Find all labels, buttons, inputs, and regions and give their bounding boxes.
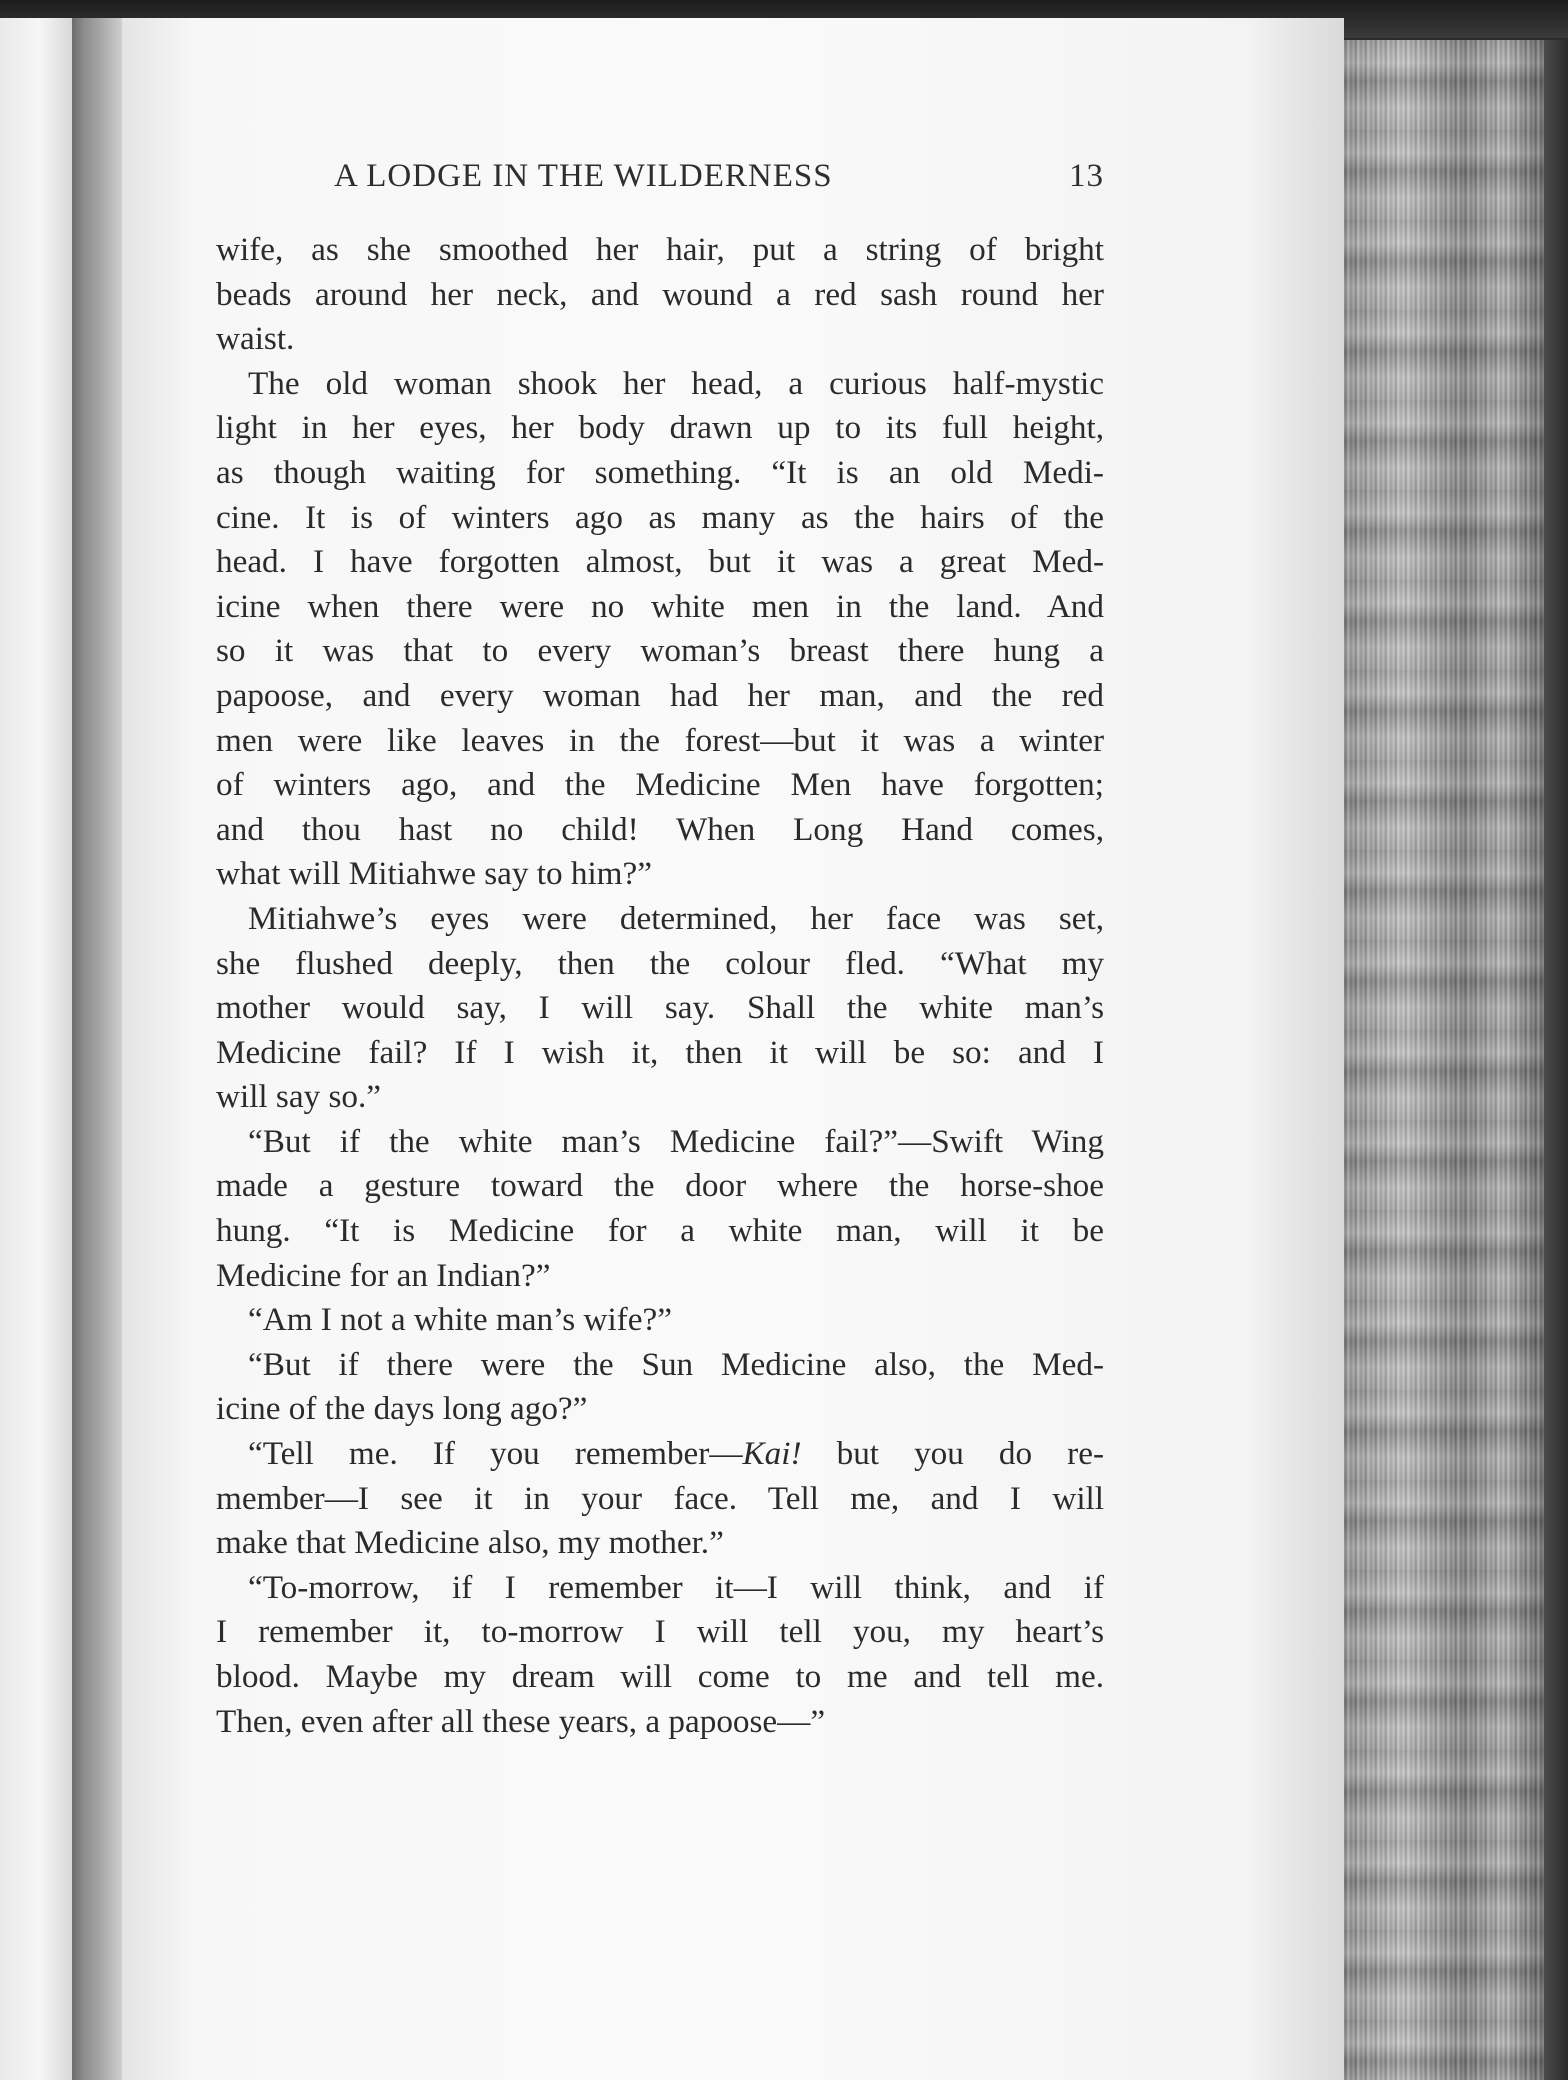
text-line: as though waiting for something. “It is an old Medi- — [216, 453, 1104, 491]
text-line: hung. “It is Medicine for a white man, will it be — [216, 1212, 1104, 1250]
text-line: of winters ago, and the Medicine Men have forgotten; — [216, 766, 1104, 804]
text-line: Medicine for an Indian?” — [216, 1256, 551, 1294]
text-line: “But if the white man’s Medicine fail?”—Swift Wing — [248, 1122, 1104, 1160]
italic-word: Kai! — [742, 1435, 802, 1473]
text-line: papoose, and every woman had her man, and the red — [216, 676, 1104, 714]
text-line: wife, as she smoothed her hair, put a string of bright — [216, 231, 1104, 268]
text-line: what will Mitiahwe say to him?” — [216, 855, 652, 893]
text-line: member—I see it in your face. Tell me, and I will — [216, 1479, 1104, 1517]
text-line: she flushed deeply, then the colour fled. “What my — [216, 944, 1104, 982]
facing-page-edge — [0, 18, 72, 2080]
text-line: beads around her neck, and wound a red sash round her — [216, 275, 1104, 313]
text-line: so it was that to every woman’s breast there hung a — [216, 632, 1104, 670]
text-line: light in her eyes, her body drawn up to its full height, — [216, 409, 1104, 447]
text-line: The old woman shook her head, a curious half-mystic — [248, 364, 1104, 402]
text-line: men were like leaves in the forest—but it was a winter — [216, 721, 1104, 759]
text-line: “Tell me. If you remember—Kai! but you do re- — [248, 1435, 1104, 1473]
text-line: Medicine fail? If I wish it, then it will be so: and I — [216, 1033, 1104, 1071]
text-line: and thou hast no child! When Long Hand comes, — [216, 810, 1104, 848]
text-line: made a gesture toward the door where the horse-shoe — [216, 1167, 1104, 1205]
book-gutter — [72, 18, 122, 2080]
text-line: “Am I not a white man’s wife?” — [248, 1301, 672, 1339]
text-line: “To-morrow, if I remember it—I will think, and if — [248, 1568, 1104, 1606]
text-line: head. I have forgotten almost, but it was a great Med- — [216, 543, 1104, 581]
running-head-title: A LODGE IN THE WILDERNESS — [334, 158, 833, 194]
text-line: make that Medicine also, my mother.” — [216, 1524, 724, 1562]
text-line: icine when there were no white men in the land. And — [216, 587, 1104, 625]
body-text — [216, 228, 1104, 1744]
page-number: 13 — [1069, 158, 1104, 194]
text-line: mother would say, I will say. Shall the white man’s — [216, 989, 1104, 1027]
page-fore-edge — [1344, 40, 1544, 2080]
book-cover-edge — [1544, 40, 1568, 2080]
text-line: cine. It is of winters ago as many as the hairs of the — [216, 498, 1104, 536]
running-head — [216, 158, 1104, 208]
text-line: waist. — [216, 320, 295, 358]
text-line: icine of the days long ago?” — [216, 1390, 588, 1428]
text-line: Mitiahwe’s eyes were determined, her face was set, — [248, 899, 1104, 937]
text-line: Then, even after all these years, a papoose—” — [216, 1702, 826, 1740]
text-line: I remember it, to-morrow I will tell you, my heart’s — [216, 1613, 1104, 1651]
text-line: “But if there were the Sun Medicine also, the Med- — [248, 1345, 1104, 1383]
text-line: blood. Maybe my dream will come to me and tell me. — [216, 1658, 1104, 1695]
text-line: will say so.” — [216, 1078, 381, 1116]
